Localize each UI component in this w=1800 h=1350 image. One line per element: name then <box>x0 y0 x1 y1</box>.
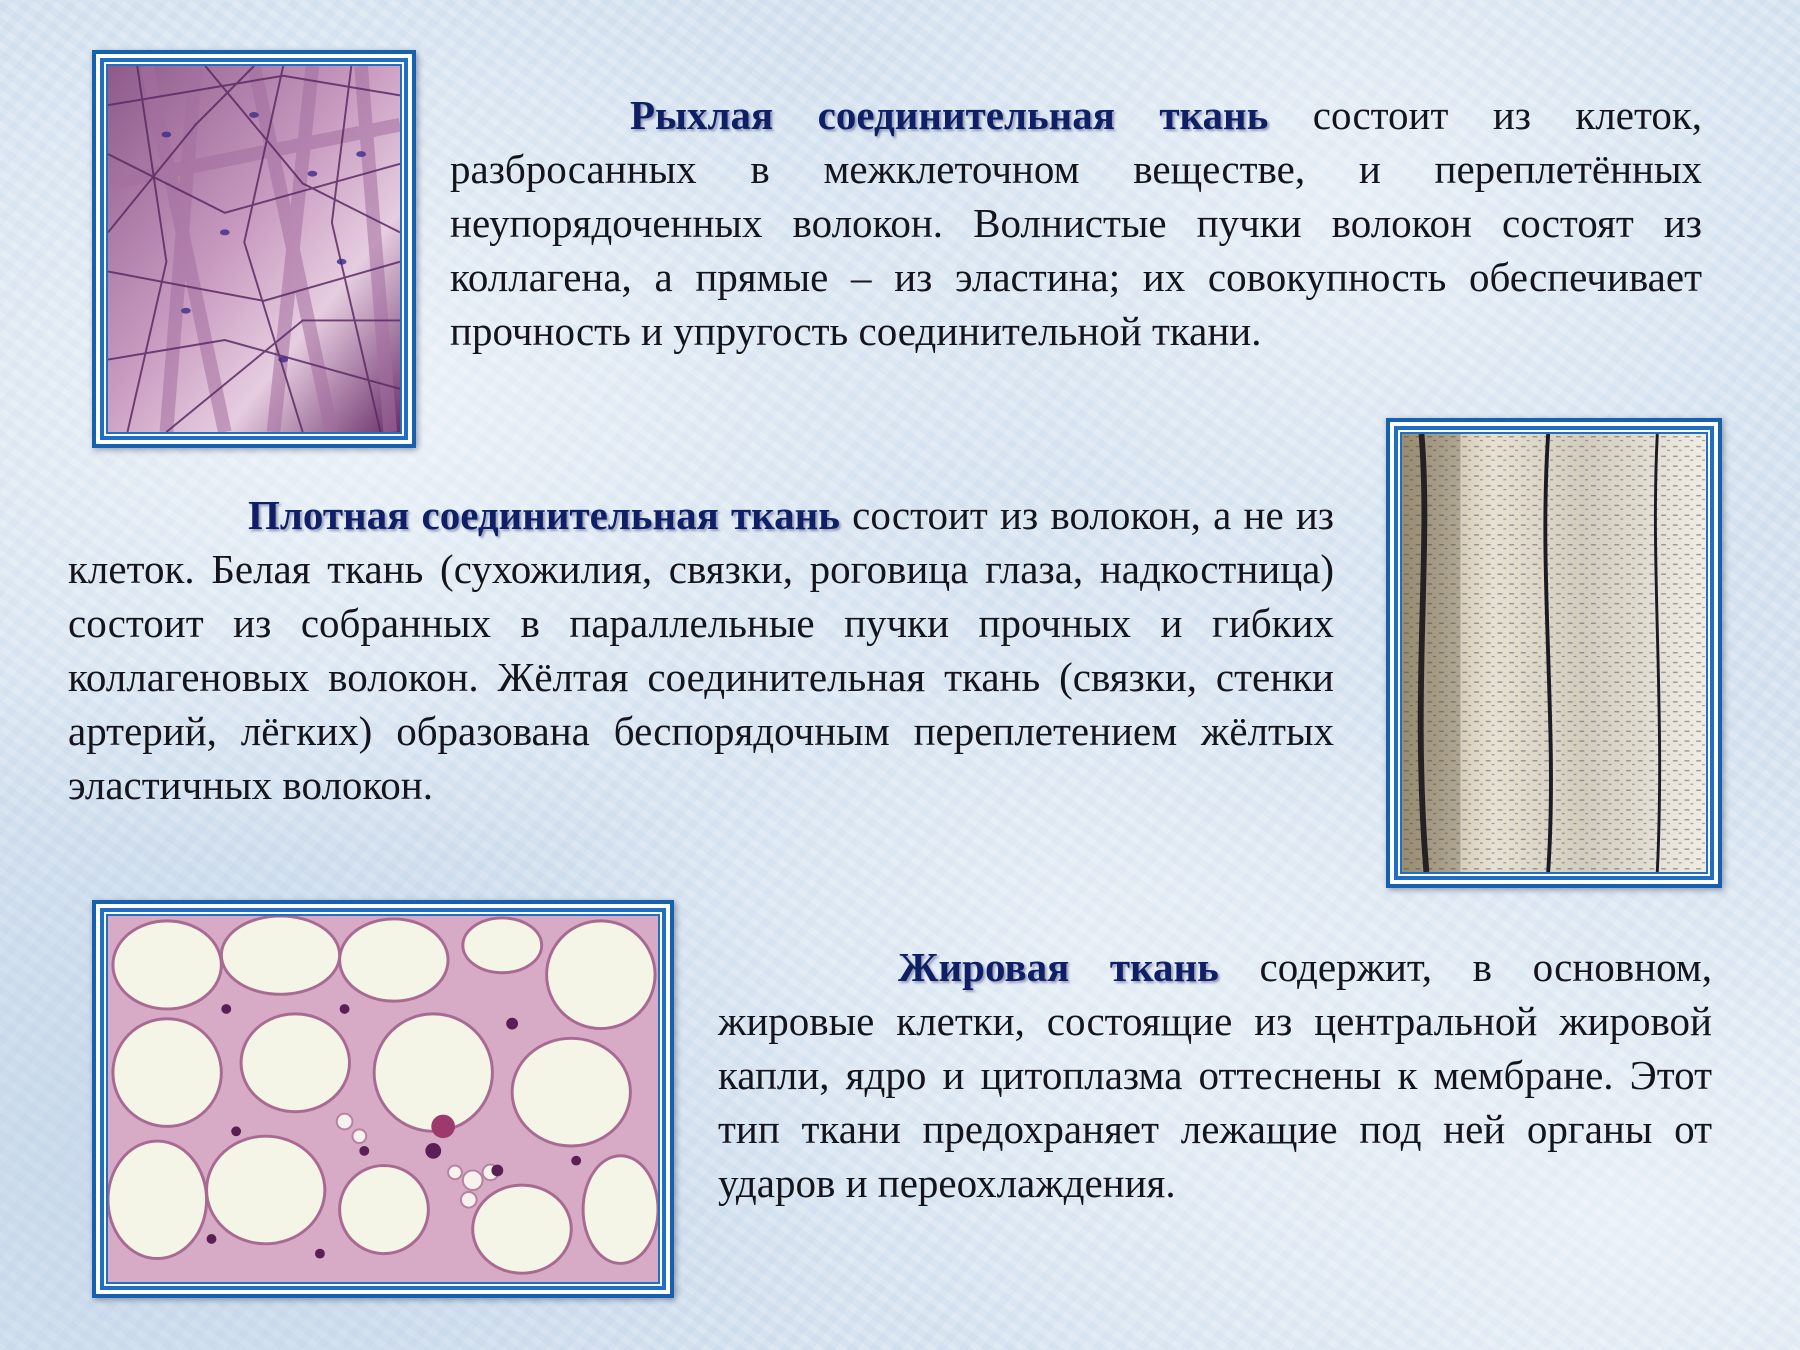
adipose-tissue-micrograph <box>108 916 658 1282</box>
adipose-tissue-text: содержит, в основном, жировые клетки, состоящие из центральной жировой капли, ядро и цитоплазма оттеснены к мембране. Этот тип ткани предохраняет лежащие под ней органы от ударов и переохлаждения. <box>718 944 1712 1206</box>
loose-tissue-paragraph <box>450 88 1702 358</box>
adipose-tissue-paragraph <box>718 940 1712 1210</box>
loose-tissue-title: Рыхлая соединительная ткань <box>630 92 1269 138</box>
adipose-tissue-title: Жировая ткань <box>898 944 1219 990</box>
loose-tissue-image-frame <box>92 50 416 448</box>
loose-tissue-text: состоит из клеток, разбросанных в межклеточном веществе, и переплетённых неупорядоченных волокон. Волнистые пучки волокон состоят из коллагена, а прямые – из эластина; их совокупность обеспечивает прочность и упругость соединительной ткани. <box>450 92 1702 354</box>
dense-connective-tissue-micrograph <box>1402 434 1706 872</box>
dense-tissue-image-frame <box>1386 418 1722 888</box>
loose-connective-tissue-micrograph <box>108 66 400 432</box>
dense-tissue-paragraph <box>68 488 1334 812</box>
dense-tissue-text: состоит из волокон, а не из клеток. Белая ткань (сухожилия, связки, роговица глаза, надкостница) состоит из собранных в параллельные пучки прочных и гибких коллагеновых волокон. Жёлтая соединительная ткань (связки, стенки артерий, лёгких) образована беспорядочным переплетением жёлтых эластичных волокон. <box>68 492 1334 808</box>
adipose-tissue-image-frame <box>92 900 674 1298</box>
dense-tissue-title: Плотная соединительная ткань <box>248 492 840 538</box>
